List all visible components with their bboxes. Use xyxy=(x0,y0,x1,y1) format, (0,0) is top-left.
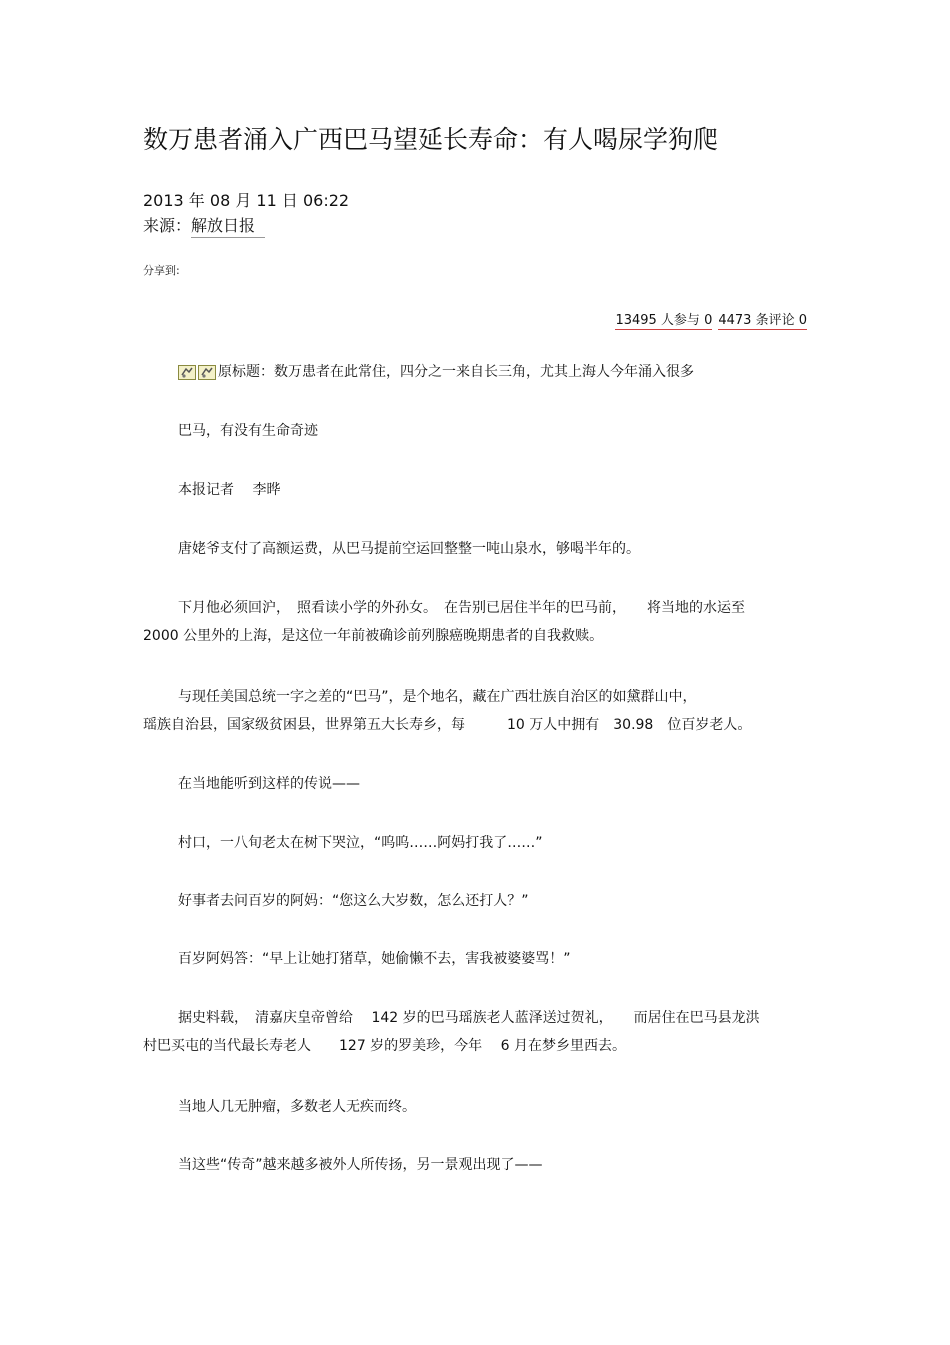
source-line xyxy=(143,215,265,238)
paragraph xyxy=(143,594,803,650)
broken-image-icon xyxy=(178,365,196,380)
article-title: 数万患者涌入广西巴马望延长寿命：有人喝尿学狗爬 xyxy=(143,125,719,154)
paragraph xyxy=(143,829,803,857)
publish-date: 2013 年 08 月 11 日 06:22 xyxy=(143,191,350,210)
paragraph xyxy=(143,887,803,915)
paragraph-text: 与现任美国总统一字之差的“巴马”，是个地名，藏在广西壮族自治区的如黛群山中， xyxy=(178,689,697,705)
share-label: 分享到: xyxy=(143,264,180,277)
paragraph xyxy=(143,1151,803,1179)
paragraph-text: 好事者去问百岁的阿妈：“您这么大岁数，怎么还打人？” xyxy=(178,893,529,909)
comments-count: 4473 条评论 xyxy=(718,313,795,328)
paragraph-original-title xyxy=(143,358,803,390)
paragraph-text: 巴马，有没有生命奇迹 xyxy=(178,423,318,439)
source-link[interactable]: 解放日报 xyxy=(191,215,265,238)
comments-link[interactable] xyxy=(718,313,807,330)
participants-count: 13495 人参与 xyxy=(615,313,700,328)
paragraph-text: 唐姥爷支付了高额运费，从巴马提前空运回整整一吨山泉水，够喝半年的。 xyxy=(178,541,640,557)
source-label: 来源： xyxy=(143,216,192,235)
paragraph xyxy=(143,770,803,798)
paragraph-text: 村口，一八旬老太在树下哭泣，“呜呜……阿妈打我了……” xyxy=(178,835,543,851)
paragraph-byline xyxy=(143,476,803,504)
broken-image-icon xyxy=(198,365,216,380)
paragraph-subtitle xyxy=(143,417,803,445)
paragraph-text: 2000 公里外的上海，是这位一年前被确诊前列腺癌晚期患者的自我救赎。 xyxy=(143,628,604,644)
stats-bar xyxy=(615,312,807,330)
participants-extra: 0 xyxy=(704,313,713,328)
paragraph xyxy=(143,1093,803,1121)
paragraph-text: 百岁阿妈答：“早上让她打猪草，她偷懒不去，害我被婆婆骂！” xyxy=(178,951,571,967)
paragraph-text: 瑶族自治县，国家级贫困县，世界第五大长寿乡，每 10 万人中拥有 30.98 位百岁老人。 xyxy=(143,717,752,733)
paragraph xyxy=(143,683,803,739)
paragraph-text: 当这些“传奇”越来越多被外人所传扬，另一景观出现了—— xyxy=(178,1157,543,1173)
paragraph xyxy=(143,945,803,973)
paragraph-text: 据史料载， 清嘉庆皇帝曾给 142 岁的巴马瑶族老人蓝泽送过贺礼， 而居住在巴马县龙洪 xyxy=(178,1010,760,1026)
paragraph-text: 村巴买屯的当代最长寿老人 127 岁的罗美珍，今年 6 月在梦乡里西去。 xyxy=(143,1038,626,1054)
participants-link[interactable] xyxy=(615,313,712,330)
paragraph-text: 当地人几无肿瘤，多数老人无疾而终。 xyxy=(178,1099,416,1115)
paragraph xyxy=(143,1004,803,1060)
paragraph-text: 在当地能听到这样的传说—— xyxy=(178,776,360,792)
paragraph-text: 原标题：数万患者在此常住，四分之一来自长三角，尤其上海人今年涌入很多 xyxy=(218,364,694,380)
paragraph-text: 本报记者 李晔 xyxy=(178,482,281,498)
paragraph-text: 下月他必须回沪， 照看读小学的外孙女。 在告别已居住半年的巴马前， 将当地的水运至 xyxy=(178,600,745,616)
paragraph xyxy=(143,535,803,563)
comments-extra: 0 xyxy=(798,313,807,328)
